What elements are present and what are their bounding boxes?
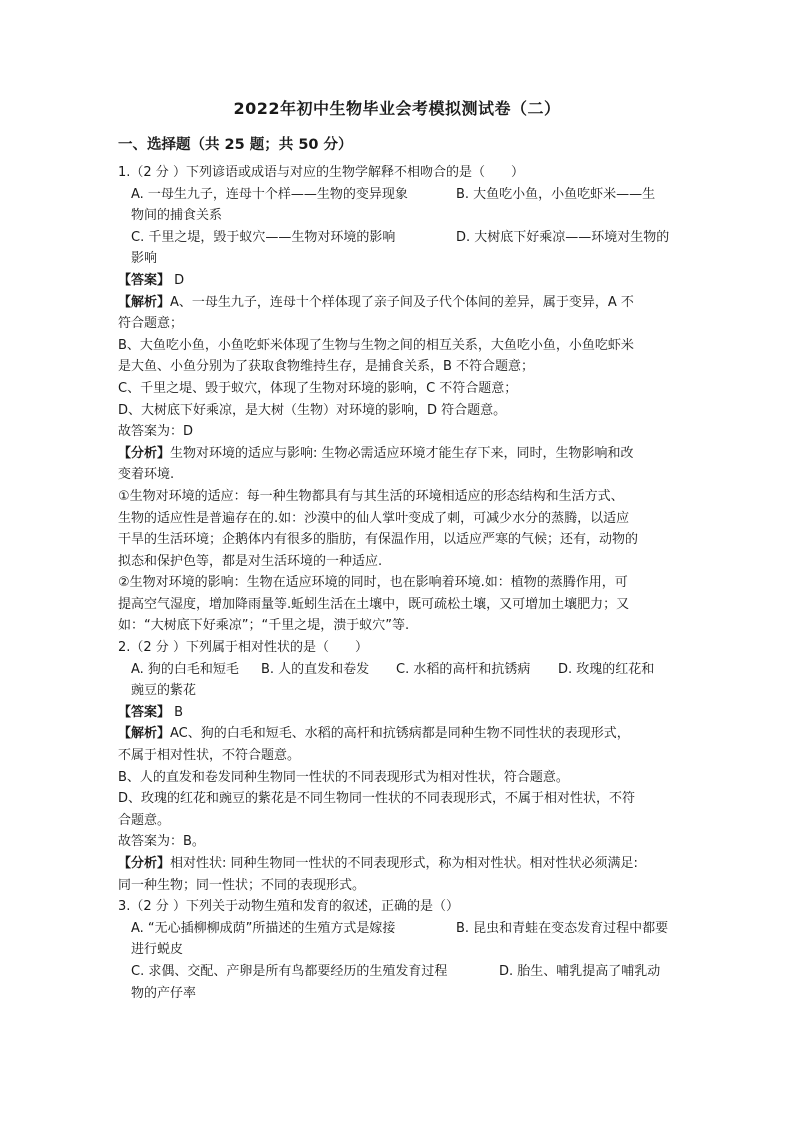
fenxi-text: 生物对环境的适应与影响: 生物必需适应环境才能生存下来，同时，生物影响和改 — [170, 445, 634, 461]
analysis-line: D、大树底下好乘凉，是大树（生物）对环境的影响，D 符合题意。 — [118, 402, 507, 418]
question-2-option-b: B. 人的直发和卷发 — [261, 661, 370, 677]
analysis-tag: 【解析】 — [118, 294, 171, 310]
analysis-line: D、玫瑰的红花和豌豆的紫花是不同生物同一性状的不同表现形式，不属于相对性状，不符 — [118, 791, 636, 807]
page-title: 2022年初中生物毕业会考模拟测试卷（二） — [233, 99, 561, 118]
question-2-analysis — [118, 723, 678, 745]
question-1-options-row-1 — [118, 184, 678, 206]
fenxi-line: 同一种生物；同一性状；不同的表现形式。 — [118, 877, 366, 893]
section-heading: 一、选择题（共 25 题；共 50 分） — [118, 137, 353, 153]
question-1-option-d-cont: 影响 — [131, 251, 158, 267]
question-1-option-d: D. 大树底下好乘凉——环境对生物的 — [456, 229, 670, 245]
question-1-fenxi — [118, 443, 678, 465]
fenxi-line: ①生物对环境的适应：每一种生物都具有与其生活的环境相适应的形态结构和生活方式、 — [118, 488, 624, 504]
analysis-text: AC、狗的白毛和短毛、水稻的高杆和抗锈病都是同种生物不同性状的表现形式， — [170, 726, 630, 742]
analysis-line: 符合题意； — [118, 316, 184, 332]
analysis-line: 不属于相对性状，不符合题意。 — [118, 748, 301, 764]
question-1-option-b-cont: 物间的捕食关系 — [131, 208, 223, 224]
question-3-option-b-cont: 进行蜕皮 — [131, 942, 184, 958]
fenxi-text: 相对性状: 同种生物同一性状的不同表现形式，称为相对性状。相对性状必须满足: — [170, 856, 638, 871]
question-2-option-d-cont: 豌豆的紫花 — [131, 683, 197, 699]
analysis-text: A、一母生九子，连母十个样体现了亲子间及子代个体间的差异，属于变异，A 不 — [170, 294, 634, 310]
analysis-tag: 【解析】 — [118, 726, 171, 742]
question-3-option-d: D. 胎生、哺乳提高了哺乳动 — [499, 963, 661, 979]
question-1-option-a: A. 一母生九子，连母十个样——生物的变异现象 — [131, 186, 408, 202]
question-3-option-d-cont: 物的产仔率 — [131, 985, 197, 1001]
fenxi-line: 如：“大树底下好乘凉”；“千里之堤，溃于蚁穴”等. — [118, 618, 410, 634]
fenxi-tag: 【分析】 — [118, 856, 171, 871]
question-1-stem: 1.（2 分 ）下列谚语或成语与对应的生物学解释不相吻合的是（ ） — [118, 165, 524, 180]
analysis-line: 合题意。 — [118, 812, 171, 828]
question-2-stem: 2.（2 分 ）下列属于相对性状的是（ ） — [118, 640, 368, 656]
final-answer: 故答案为：B。 — [118, 834, 205, 850]
fenxi-line: 提高空气湿度，增加降雨量等.蚯蚓生活在土壤中，既可疏松土壤，又可增加土壤肥力；又 — [118, 596, 630, 612]
question-1-answer — [118, 270, 678, 292]
analysis-line: B、大鱼吃小鱼，小鱼吃虾米体现了生物与生物之间的相互关系，大鱼吃小鱼，小鱼吃虾米 — [118, 337, 634, 353]
fenxi-line: 拟态和保护色等，都是对生活环境的一种适应. — [118, 553, 383, 569]
question-3-options-row-2 — [118, 961, 678, 983]
analysis-line: C、千里之堤、毁于蚁穴，体现了生物对环境的影响，C 不符合题意； — [118, 380, 518, 396]
question-2-option-c: C. 水稻的高杆和抗锈病 — [396, 661, 531, 677]
question-3-options-row-1 — [118, 918, 678, 940]
question-3-stem: 3.（2 分 ）下列关于动物生殖和发育的叙述，正确的是（） — [118, 899, 459, 915]
question-3-option-b: B. 昆虫和青蛙在变态发育过程中都要 — [456, 920, 669, 936]
answer-tag: 【答案】 — [118, 704, 171, 720]
fenxi-line: 干旱的生活环境；企鹅体内有很多的脂肪，有保温作用，以适应严寒的气候；还有，动物的 — [118, 532, 639, 548]
fenxi-line: 变着环境. — [118, 467, 175, 483]
fenxi-line: ②生物对环境的影响：生物在适应环境的同时，也在影响着环境.如：植物的蒸腾作用，可 — [118, 575, 628, 591]
question-3-option-c: C. 求偶、交配、产卵是所有鸟都要经历的生殖发育过程 — [131, 963, 448, 979]
question-1-options-row-2 — [118, 227, 678, 249]
question-2-option-d: D. 玫瑰的红花和 — [558, 661, 655, 677]
answer-tag: 【答案】 — [118, 272, 171, 288]
question-3-option-a: A. “无心插柳柳成荫”所描述的生殖方式是嫁接 — [131, 920, 396, 936]
fenxi-line: 生物的适应性是普遍存在的.如：沙漠中的仙人掌叶变成了刺，可减少水分的蒸腾，以适应 — [118, 510, 630, 526]
question-2-answer — [118, 702, 678, 724]
fenxi-tag: 【分析】 — [118, 445, 171, 461]
question-1-option-b: B. 大鱼吃小鱼，小鱼吃虾米——生 — [456, 186, 656, 202]
question-2-fenxi — [118, 853, 678, 875]
analysis-line: 是大鱼、小鱼分别为了获取食物维持生存，是捕食关系，B 不符合题意； — [118, 359, 535, 375]
answer-value: B — [174, 704, 184, 720]
question-list — [118, 162, 678, 1004]
analysis-line: B、人的直发和卷发同种生物同一性状的不同表现形式为相对性状，符合题意。 — [118, 769, 569, 785]
question-1-option-c: C. 千里之堤，毁于蚁穴——生物对环境的影响 — [131, 229, 396, 245]
question-2-option-a: A. 狗的白毛和短毛 — [131, 661, 239, 677]
answer-value: D — [174, 272, 185, 288]
question-2-options — [118, 659, 678, 681]
final-answer: 故答案为：D — [118, 424, 194, 440]
question-1-analysis — [118, 292, 678, 314]
